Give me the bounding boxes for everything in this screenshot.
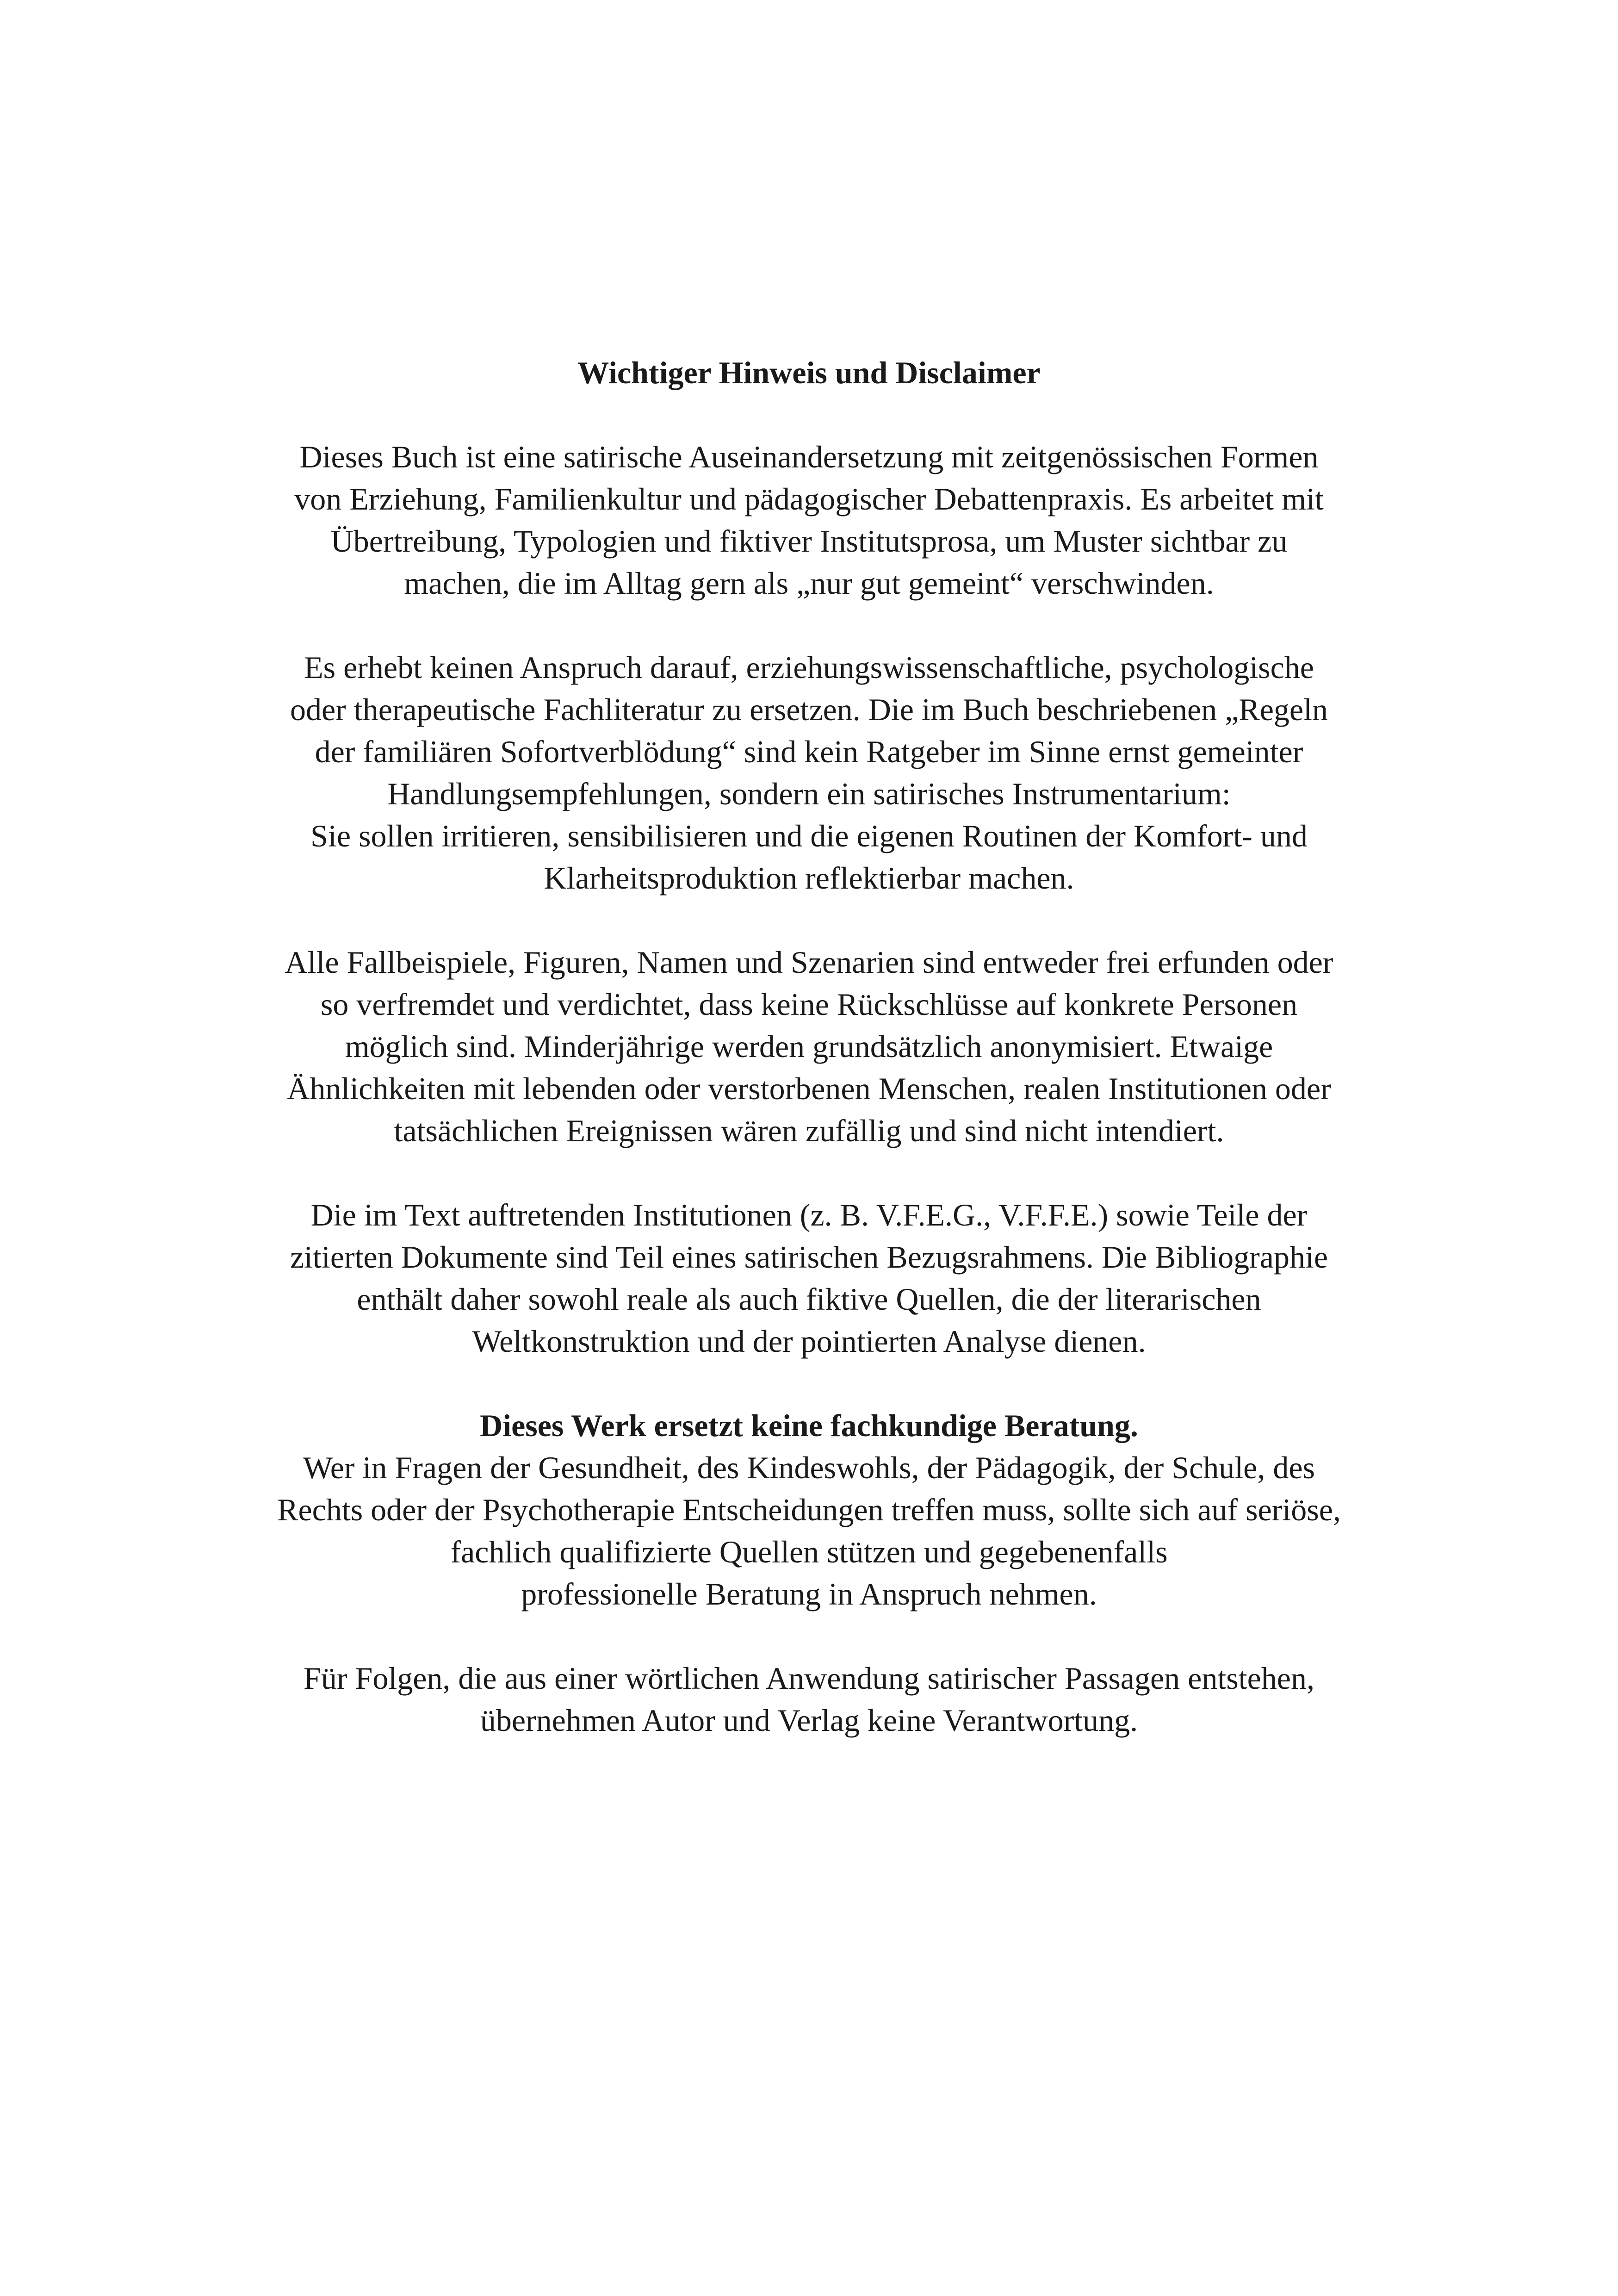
text-line: machen, die im Alltag gern als „nur gut gemeint“ verschwinden. [404,566,1214,601]
text-line: zitierten Dokumente sind Teil eines satirischen Bezugsrahmens. Die Bibliographie [290,1239,1328,1275]
paragraph-satire-intro [116,436,1502,604]
text-line: enthält daher sowohl reale als auch fiktive Quellen, die der literarischen [357,1282,1261,1317]
text-line: professionelle Beratung in Anspruch nehmen. [521,1576,1097,1612]
text-line: oder therapeutische Fachliteratur zu ersetzen. Die im Buch beschriebenen „Regeln [290,692,1328,727]
page-title: Wichtiger Hinweis und Disclaimer [577,355,1041,390]
text-line: Wer in Fragen der Gesundheit, des Kindeswohls, der Pädagogik, der Schule, des [303,1450,1315,1485]
text-line: fachlich qualifizierte Quellen stützen und gegebenenfalls [450,1534,1168,1569]
disclaimer-text-block [116,352,1502,1742]
text-line: Sie sollen irritieren, sensibilisieren und die eigenen Routinen der Komfort- und [310,818,1308,853]
text-line: tatsächlichen Ereignissen wären zufällig und sind nicht intendiert. [394,1113,1224,1148]
text-line: Klarheitsproduktion reflektierbar machen. [544,860,1074,896]
text-line: Dieses Buch ist eine satirische Auseinandersetzung mit zeitgenössischen Formen [299,439,1319,474]
text-line: möglich sind. Minderjährige werden grundsätzlich anonymisiert. Etwaige [345,1029,1273,1064]
bold-notice: Dieses Werk ersetzt keine fachkundige Beratung. [480,1408,1138,1443]
paragraph-liability [116,1657,1502,1742]
paragraph-no-advice [116,1405,1502,1615]
text-line: Für Folgen, die aus einer wörtlichen Anwendung satirischer Passagen entstehen, [304,1661,1314,1696]
text-line: so verfremdet und verdichtet, dass keine Rückschlüsse auf konkrete Personen [320,987,1298,1022]
paragraph-no-replacement [116,647,1502,899]
text-line: Die im Text auftretenden Institutionen (z. B. V.F.E.G., V.F.F.E.) sowie Teile der [310,1197,1308,1232]
text-line: von Erziehung, Familienkultur und pädagogischer Debattenpraxis. Es arbeitet mit [294,481,1324,516]
text-line: Rechts oder der Psychotherapie Entscheidungen treffen muss, sollte sich auf seriöse, [277,1492,1341,1527]
text-line: Ähnlichkeiten mit lebenden oder verstorbenen Menschen, realen Institutionen oder [287,1071,1331,1106]
text-line: Handlungsempfehlungen, sondern ein satirisches Instrumentarium: [387,776,1231,811]
text-line: Es erhebt keinen Anspruch darauf, erziehungswissenschaftliche, psychologische [304,650,1314,685]
text-line: Alle Fallbeispiele, Figuren, Namen und Szenarien sind entweder frei erfunden oder [285,945,1333,980]
paragraph-institutions [116,1194,1502,1363]
text-line: übernehmen Autor und Verlag keine Verantwortung. [480,1703,1138,1738]
text-line: Weltkonstruktion und der pointierten Analyse dienen. [472,1324,1146,1359]
paragraph-fictional-cases [116,941,1502,1152]
text-line: Übertreibung, Typologien und fiktiver Institutsprosa, um Muster sichtbar zu [330,523,1288,559]
text-line: der familiären Sofortverblödung“ sind kein Ratgeber im Sinne ernst gemeinter [315,734,1303,769]
